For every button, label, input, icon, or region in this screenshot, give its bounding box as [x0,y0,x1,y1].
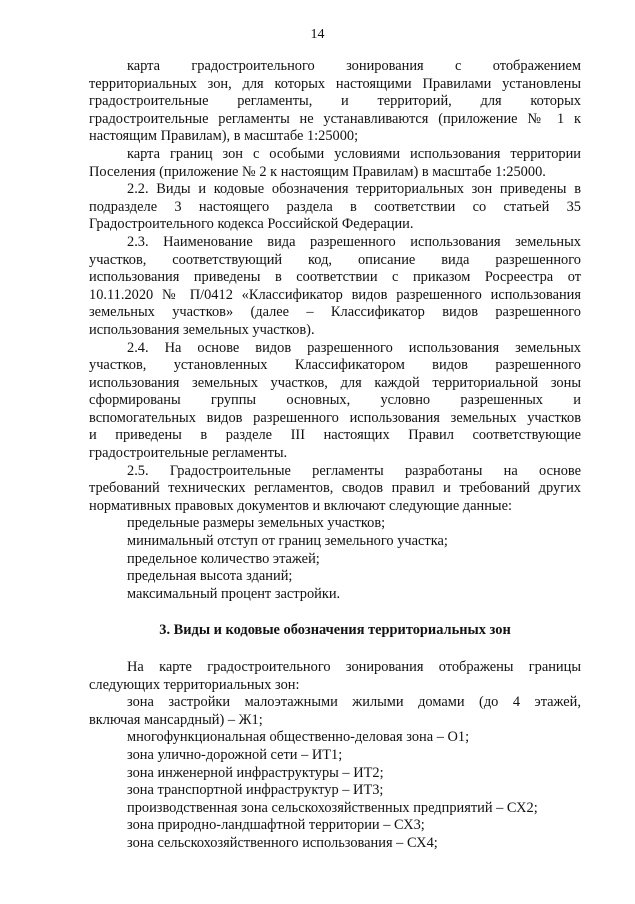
text-line: участков, установленных Классификатором видов разрешенного [89,357,581,374]
list-item: максимальный процент застройки. [127,585,341,602]
list-item: зона сельскохозяйственного использования – СХ4; [127,834,438,851]
list-item-continuation: включая мансардный) – Ж1; [89,711,263,728]
section-heading: 3. Виды и кодовые обозначения территориальных зон [159,622,511,639]
text-line: 2.3. Наименование вида разрешенного использования земельных [127,233,581,250]
text-line: вспомогательных видов разрешенного использования земельных участков [89,409,581,426]
text-line: градостроительные регламенты не устанавливаются (приложение № 1 к [89,110,581,127]
text-line: На карте градостроительного зонирования отображены границы [127,659,581,675]
list-item: минимальный отступ от границ земельного участка; [127,533,448,550]
list-item: зона транспортной инфраструктур – ИТ3; [127,782,384,799]
text-line: использования приведены в соответствии с приказом Росреестра от [89,269,581,286]
paragraph-zones-map [89,146,581,181]
text-line: 2.5. Градостроительные регламенты разработаны на основе [127,462,581,479]
regulation-params-list [89,515,581,603]
paragraph-2-3 [89,234,581,340]
text-line: 2.4. На основе видов разрешенного использования земельных [127,339,581,356]
zones-list [89,694,581,852]
document-body [89,58,581,853]
text-line: следующих территориальных зон: [89,676,300,693]
list-item: многофункциональная общественно-деловая зона – О1; [127,729,470,746]
list-item: зона инженерной инфраструктуры – ИТ2; [127,764,384,781]
text-line: карта градостроительного зонирования с отображением [127,58,581,74]
paragraph-2-4 [89,340,581,463]
text-line: карта границ зон с особыми условиями использования территории [127,145,581,162]
list-item: предельная высота зданий; [127,568,293,585]
text-line: 10.11.2020 № П/0412 «Классификатор видов разрешенного использования [89,286,581,303]
text-line: нормативных правовых документов и включают следующие данные: [89,497,512,514]
text-line: Градостроительного кодекса Российской Федерации. [89,216,414,233]
text-line: сформированы группы основных, условно разрешенных и [89,392,581,409]
list-item: зона природно-ландшафтной территории – СХ3; [127,817,425,834]
text-line: настоящим Правилам), в масштабе 1:25000; [89,128,359,145]
text-line: требований технических регламентов, сводов правил и требований других [89,480,581,497]
list-item: производственная зона сельскохозяйственных предприятий – СХ2; [127,799,538,816]
list-item: предельное количество этажей; [127,550,320,567]
paragraph-intro [89,659,581,694]
text-line: подразделе 3 настоящего раздела в соответствии со статьей 35 [89,198,581,215]
list-item: предельные размеры земельных участков; [127,515,386,532]
text-line: использования земельных участков, для каждой территориальной зоны [89,374,581,391]
text-line: земельных участков» (далее – Классификатор видов разрешенного [89,304,581,321]
text-line: градостроительные регламенты, и территорий, для которых [89,93,581,110]
paragraph-2-5 [89,463,581,516]
text-line: градостроительные регламенты. [89,445,288,462]
text-line: территориальных зон, для которых настоящими Правилами установлены [89,75,581,92]
text-line: 2.2. Виды и кодовые обозначения территориальных зон приведены в [127,181,581,198]
list-item: зона улично-дорожной сети – ИТ1; [127,746,343,763]
paragraph-map [89,58,581,146]
page-number: 14 [310,27,325,42]
text-line: участков, соответствующий код, описание вида разрешенного [89,251,581,268]
list-item: зона застройки малоэтажными жилыми домами (до 4 этажей, [127,694,581,711]
text-line: и приведены в разделе III настоящих Правил соответствующие [89,427,581,444]
text-line: использования земельных участков). [89,321,315,338]
paragraph-2-2 [89,181,581,234]
text-line: Поселения (приложение № 2 к настоящим Правилам) в масштабе 1:25000. [89,163,546,180]
